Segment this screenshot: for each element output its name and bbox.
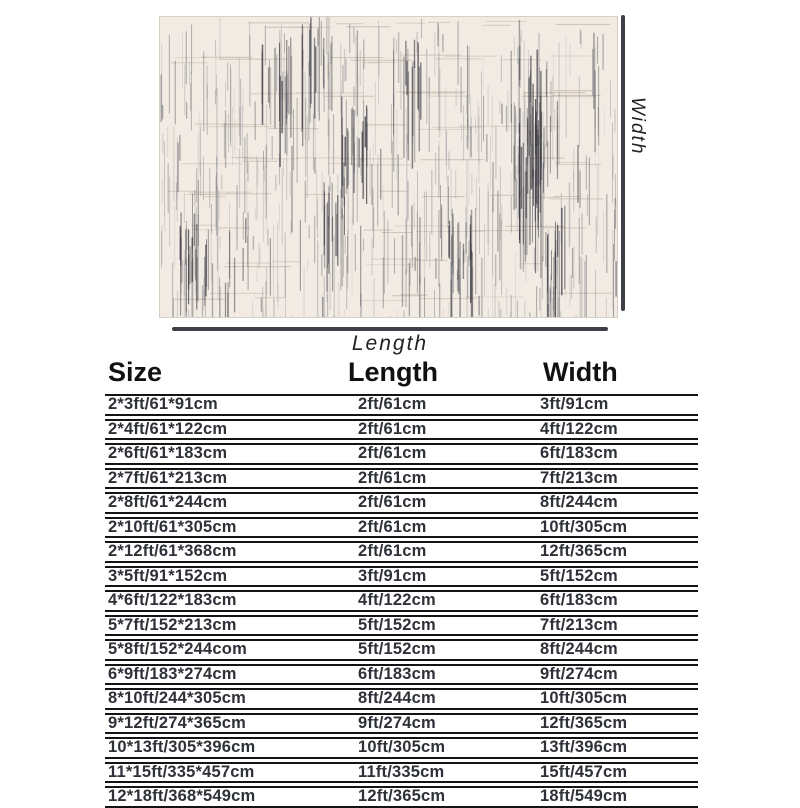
size-cell: 2*6ft/61*183cm [108, 446, 228, 462]
table-row [105, 664, 698, 686]
width-cell: 12ft/365cm [540, 544, 628, 560]
size-cell: 11*15ft/335*457cm [108, 764, 255, 780]
length-cell: 2ft/61cm [358, 470, 427, 486]
size-cell: 3*5ft/91*152cm [108, 568, 228, 584]
length-cell: 2ft/61cm [358, 495, 427, 511]
length-cell: 10ft/305cm [358, 740, 446, 756]
size-cell: 2*8ft/61*244cm [108, 495, 228, 511]
width-cell: 3ft/91cm [540, 397, 609, 413]
table-row [105, 762, 698, 784]
size-cell: 4*6ft/122*183cm [108, 593, 237, 609]
size-cell: 6*9ft/183*274cm [108, 666, 237, 682]
size-cell: 2*3ft/61*91cm [108, 397, 218, 413]
length-cell: 8ft/244cm [358, 691, 436, 707]
table-row [105, 541, 698, 563]
length-cell: 4ft/122cm [358, 593, 436, 609]
length-axis-label: Length [351, 332, 429, 355]
table-row [105, 566, 698, 588]
table-row [105, 419, 698, 441]
table-row [105, 786, 698, 808]
width-axis-label: Width [627, 97, 648, 156]
size-cell: 2*10ft/61*305cm [108, 519, 237, 535]
col-header-length: Length [348, 357, 438, 387]
table-row [105, 688, 698, 710]
length-cell: 11ft/335cm [358, 764, 445, 780]
length-cell: 2ft/61cm [358, 421, 427, 437]
size-cell: 10*13ft/305*396cm [108, 740, 256, 756]
table-row [105, 443, 698, 465]
table-row [105, 590, 698, 612]
width-cell: 8ft/244cm [540, 642, 618, 658]
width-cell: 8ft/244cm [540, 495, 618, 511]
width-dimension-line [621, 15, 625, 311]
length-cell: 12ft/365cm [358, 789, 446, 805]
size-cell: 2*12ft/61*368cm [108, 544, 237, 560]
width-cell: 15ft/457cm [540, 764, 628, 780]
width-cell: 10ft/305cm [540, 691, 628, 707]
table-header-row [105, 357, 698, 387]
length-cell: 2ft/61cm [358, 446, 427, 462]
width-cell: 18ft/549cm [540, 789, 628, 805]
size-cell: 9*12ft/274*365cm [108, 715, 247, 731]
size-table [105, 357, 698, 808]
length-cell: 2ft/61cm [358, 544, 427, 560]
width-cell: 10ft/305cm [540, 519, 628, 535]
table-body [105, 394, 698, 808]
size-cell: 12*18ft/368*549cm [108, 789, 256, 805]
size-cell: 5*8ft/152*244com [108, 642, 247, 658]
width-cell: 7ft/213cm [540, 470, 618, 486]
col-header-size: Size [108, 357, 163, 387]
width-cell: 7ft/213cm [540, 617, 618, 633]
width-cell: 9ft/274cm [540, 666, 618, 682]
width-cell: 13ft/396cm [540, 740, 628, 756]
size-cell: 5*7ft/152*213cm [108, 617, 237, 633]
length-cell: 5ft/152cm [358, 642, 436, 658]
table-row [105, 492, 698, 514]
table-row [105, 517, 698, 539]
table-row [105, 615, 698, 637]
width-cell: 5ft/152cm [540, 568, 618, 584]
length-dimension-line [172, 327, 608, 331]
table-row [105, 639, 698, 661]
width-cell: 12ft/365cm [540, 715, 628, 731]
size-cell: 2*7ft/61*213cm [108, 470, 228, 486]
width-cell: 4ft/122cm [540, 421, 618, 437]
width-cell: 6ft/183cm [540, 593, 618, 609]
table-row [105, 713, 698, 735]
width-cell: 6ft/183cm [540, 446, 618, 462]
length-cell: 5ft/152cm [358, 617, 436, 633]
table-row [105, 737, 698, 759]
size-cell: 8*10ft/244*305cm [108, 691, 247, 707]
length-cell: 9ft/274cm [358, 715, 436, 731]
length-cell: 3ft/91cm [358, 568, 427, 584]
table-row [105, 468, 698, 490]
rug-texture-image [160, 17, 617, 317]
size-cell: 2*4ft/61*122cm [108, 421, 228, 437]
length-cell: 2ft/61cm [358, 519, 427, 535]
length-cell: 6ft/183cm [358, 666, 436, 682]
table-row [105, 394, 698, 416]
length-cell: 2ft/61cm [358, 397, 427, 413]
rug-swatch [159, 16, 618, 318]
col-header-width: Width [543, 357, 618, 387]
